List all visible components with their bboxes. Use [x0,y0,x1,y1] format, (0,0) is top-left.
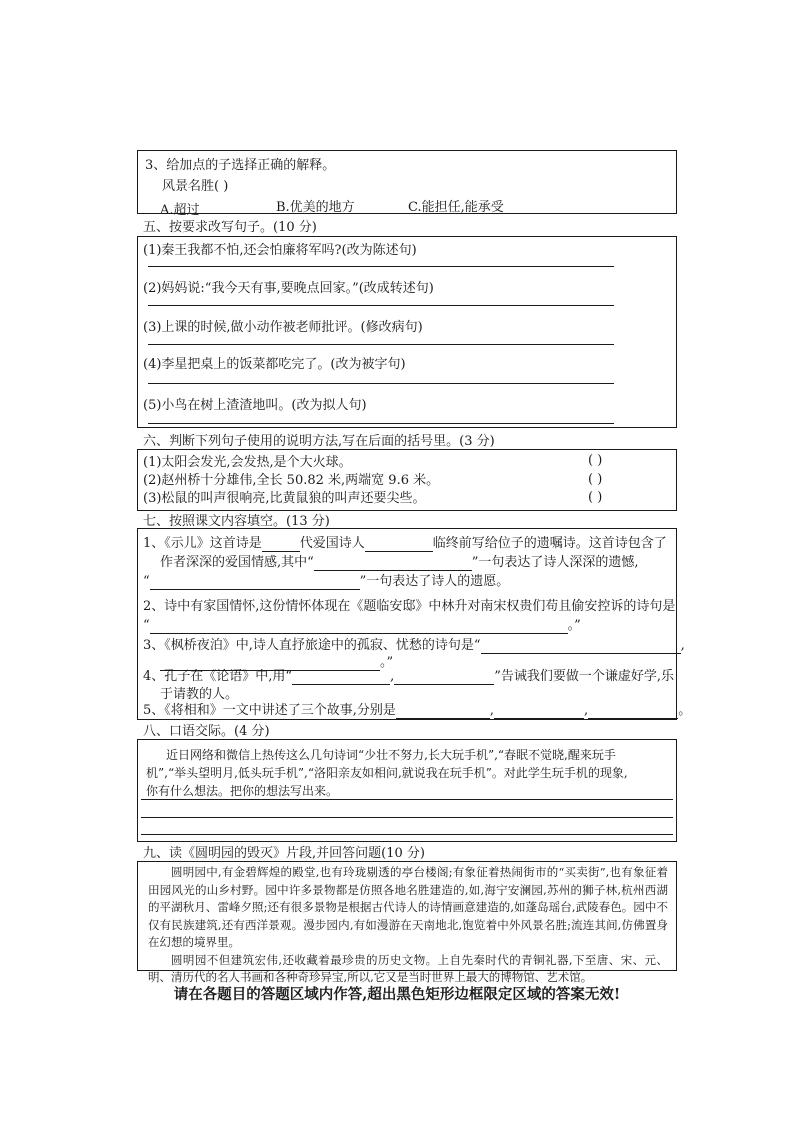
blank[interactable] [481,639,681,654]
answer-line[interactable] [148,344,614,345]
answer-line[interactable] [148,383,614,384]
section9-header: 九、读《圆明园的毁灭》片段,并回答问题(10 分) [143,846,425,861]
answer-area-notice: 请在各题目的答题区域内作答,超出黑色矩形边框限定区域的答案无效! [173,986,621,1003]
blank[interactable] [396,704,490,719]
blank[interactable] [314,556,472,571]
blank[interactable] [588,704,678,719]
section6-item-1: (1)太阳会发光,会发热,是个大火球。 [143,455,352,470]
section7-q3-line2: 。” [160,655,393,671]
section5-item-5: (5)小鸟在树上渣渣地叫。(改为拟人句) [143,398,367,413]
section7-q1-line3: “ ”一句表达了诗人的遗愿。 [143,574,510,589]
section5-item-3: (3)上课的时候,做小动作被老师批评。(修改病句) [143,320,423,335]
answer-line[interactable] [148,423,614,424]
section6-item-2: (2)赵州桥十分雄伟,全长 50.82 米,两端宽 9.6 米。 [143,473,440,488]
q3-option-b: B.优美的地方 [276,200,355,215]
section7-q1-line2: 作者深深的爱国情感,其中“ ”一句表达了诗人深深的遗憾, [160,555,639,570]
answer-line[interactable] [141,817,673,818]
reading-passage [148,864,668,987]
section8-line3: 你有什么想法。把你的想法写出来。 [146,784,339,798]
section8-line2: 机”,“举头望明月,低头玩手机”,“洛阳亲友如相问,就说我在玩手机”。对此学生玩手机的现象, [146,766,628,780]
answer-line[interactable] [148,305,614,306]
blank[interactable] [262,537,300,552]
section7-q2-line2: “ 。” [143,618,581,633]
section5-item-2: (2)妈妈说:“我今天有事,要晚点回家。”(改成转述句) [143,281,434,296]
answer-paren[interactable]: ( ) [588,490,603,505]
blank[interactable] [150,575,360,590]
blank[interactable] [150,619,568,634]
section7-q1-line1: 1、《示儿》这首诗是 代爱国诗人 临终前写给位子的遗嘱诗。这首诗包含了 [143,536,667,551]
q3-option-c: C.能担任,能承受 [408,200,504,215]
blank[interactable] [292,670,390,685]
section6-item-3: (3)松鼠的叫声很响亮,比黄鼠狼的叫声还要尖些。 [143,491,426,506]
section7-q5: 5、《将相和》一文中讲述了三个故事,分别是 , , 。 [143,703,692,718]
q3-option-a: A.超过 [160,203,200,218]
answer-line[interactable] [141,799,673,800]
answer-line[interactable] [148,266,614,267]
passage-paragraph-1: 圆明园中,有金碧辉煌的殿堂,也有玲珑剔透的亭台楼阁;有象征着热闹街市的“买卖街”,也有象征着田园风光的山乡村野。园中许多景物都是仿照各地名胜建造的,如,海宁安澜园,苏州的狮子林,杭州西湖的平湖秋月、雷峰夕照;还有很多景物是根据古代诗人的诗情画意建造的,如蓬岛瑶台,武陵春色。园中不仅有民族建筑,还有西洋景观。漫步园内,有如漫游在天南地北,饱览着中外风景名胜;流连其间,仿佛置身在幻想的境界里。 [148,865,668,949]
section7-q2-line1: 2、诗中有家国情怀,这份情怀体现在《题临安邸》中林升对南宋权贵们苟且偷安控诉的诗句是 [143,599,676,614]
section6-header: 六、判断下列句子使用的说明方法,写在后面的括号里。(3 分) [143,434,495,449]
section5-item-1: (1)秦王我都不怕,还会怕廉将军吗?(改为陈述句) [143,243,417,258]
blank[interactable] [394,670,494,685]
q3-title: 3、给加点的子选择正确的解释。 [145,158,336,173]
section5-header: 五、按要求改写句子。(10 分) [143,220,317,235]
answer-line[interactable] [141,834,673,835]
section8-line1: 近日网络和微信上热传这么几句诗词“少壮不努力,长大玩手机”,“春眠不觉晓,醒来玩手 [166,748,616,762]
answer-paren[interactable]: ( ) [588,453,603,468]
blank[interactable] [365,537,433,552]
section7-header: 七、按照课文内容填空。(13 分) [143,514,330,529]
section7-q3-line1: 3、《枫桥夜泊》中,诗人直抒旅途中的孤寂、忧愁的诗句是“ , [143,638,685,653]
section8-header: 八、口语交际。(4 分) [143,724,270,739]
section7-q4-line1: 4、孔子在《论语》中,用“ , ”告诫我们要做一个谦虚好学,乐 [143,669,674,684]
passage-paragraph-2: 圆明园不但建筑宏伟,还收藏着最珍贵的历史文物。上自先秦时代的青铜礼器,下至唐、宋、元、明、清历代的名人书画和各种奇珍异宝,所以,它又是当时世界上最大的博物馆、艺术馆。 [148,952,668,984]
q3-prompt: 风景名胜( ) [162,179,229,194]
blank[interactable] [494,704,584,719]
section7-q4-line2: 于请教的人。 [160,687,239,702]
answer-paren[interactable]: ( ) [588,472,603,487]
section5-item-4: (4)李星把桌上的饭菜都吃完了。(改为被字句) [143,357,406,372]
